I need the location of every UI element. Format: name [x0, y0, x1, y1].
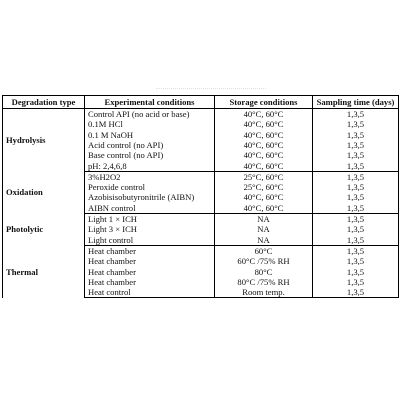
header-storage-conditions: Storage conditions	[215, 96, 313, 109]
sampling-cell: 1,3,5	[313, 277, 399, 287]
storage-cell: 40°C, 60°C	[215, 109, 313, 120]
sampling-cell: 1,3,5	[313, 171, 399, 182]
condition-cell: 3%H2O2	[85, 171, 215, 182]
condition-cell: pH: 2,4,6,8	[85, 160, 215, 171]
sampling-cell: 1,3,5	[313, 109, 399, 120]
sampling-cell: 1,3,5	[313, 203, 399, 214]
condition-cell: Base control (no API)	[85, 150, 215, 160]
sampling-cell: 1,3,5	[313, 182, 399, 192]
degradation-type-cell: Photolytic	[3, 213, 85, 245]
storage-cell: 80°C	[215, 266, 313, 276]
sampling-cell: 1,3,5	[313, 150, 399, 160]
sampling-cell: 1,3,5	[313, 192, 399, 202]
header-sampling-time: Sampling time (days)	[313, 96, 399, 109]
storage-cell: 25°C, 60°C	[215, 182, 313, 192]
sampling-cell: 1,3,5	[313, 266, 399, 276]
faint-caption-remnant	[156, 88, 266, 93]
condition-cell: 0.1M HCl	[85, 119, 215, 129]
sampling-cell: 1,3,5	[313, 256, 399, 266]
sampling-cell: 1,3,5	[313, 287, 399, 298]
condition-cell: Acid control (no API)	[85, 140, 215, 150]
condition-cell: AIBN control	[85, 203, 215, 214]
table-body	[3, 109, 399, 298]
condition-cell: Light 1 × ICH	[85, 213, 215, 224]
sampling-cell: 1,3,5	[313, 119, 399, 129]
condition-cell: Azobisisobutyronitrile (AIBN)	[85, 192, 215, 202]
condition-cell: 0.1 M NaOH	[85, 130, 215, 140]
sampling-cell: 1,3,5	[313, 213, 399, 224]
condition-cell: Heat chamber	[85, 245, 215, 256]
degradation-type-cell: Oxidation	[3, 171, 85, 213]
storage-cell: 25°C, 60°C	[215, 171, 313, 182]
storage-cell: 40°C, 60°C	[215, 192, 313, 202]
storage-cell: 40°C, 60°C	[215, 130, 313, 140]
condition-cell: Control API (no acid or base)	[85, 109, 215, 120]
header-degradation-type: Degradation type	[3, 96, 85, 109]
degradation-table	[2, 95, 399, 298]
sampling-cell: 1,3,5	[313, 224, 399, 234]
storage-cell: 60°C /75% RH	[215, 256, 313, 266]
sampling-cell: 1,3,5	[313, 235, 399, 246]
degradation-type-cell: Thermal	[3, 245, 85, 297]
sampling-cell: 1,3,5	[313, 140, 399, 150]
sampling-cell: 1,3,5	[313, 245, 399, 256]
header-row	[3, 96, 399, 109]
sampling-cell: 1,3,5	[313, 130, 399, 140]
sampling-cell: 1,3,5	[313, 160, 399, 171]
storage-cell: 40°C, 60°C	[215, 119, 313, 129]
condition-cell: Light 3 × ICH	[85, 224, 215, 234]
header-experimental-conditions: Experimental conditions	[85, 96, 215, 109]
table-row	[3, 171, 399, 182]
degradation-type-cell: Hydrolysis	[3, 109, 85, 172]
storage-cell: 40°C, 60°C	[215, 140, 313, 150]
storage-cell: Room temp.	[215, 287, 313, 298]
storage-cell: 40°C, 60°C	[215, 160, 313, 171]
storage-cell: NA	[215, 213, 313, 224]
storage-cell: 40°C, 60°C	[215, 203, 313, 214]
table-row	[3, 213, 399, 224]
storage-cell: NA	[215, 235, 313, 246]
condition-cell: Heat chamber	[85, 266, 215, 276]
storage-cell: NA	[215, 224, 313, 234]
storage-cell: 80°C /75% RH	[215, 277, 313, 287]
storage-cell: 40°C, 60°C	[215, 150, 313, 160]
condition-cell: Peroxide control	[85, 182, 215, 192]
condition-cell: Heat control	[85, 287, 215, 298]
condition-cell: Heat chamber	[85, 256, 215, 266]
storage-cell: 60°C	[215, 245, 313, 256]
table-row	[3, 109, 399, 120]
condition-cell: Light control	[85, 235, 215, 246]
condition-cell: Heat chamber	[85, 277, 215, 287]
table-row	[3, 245, 399, 256]
